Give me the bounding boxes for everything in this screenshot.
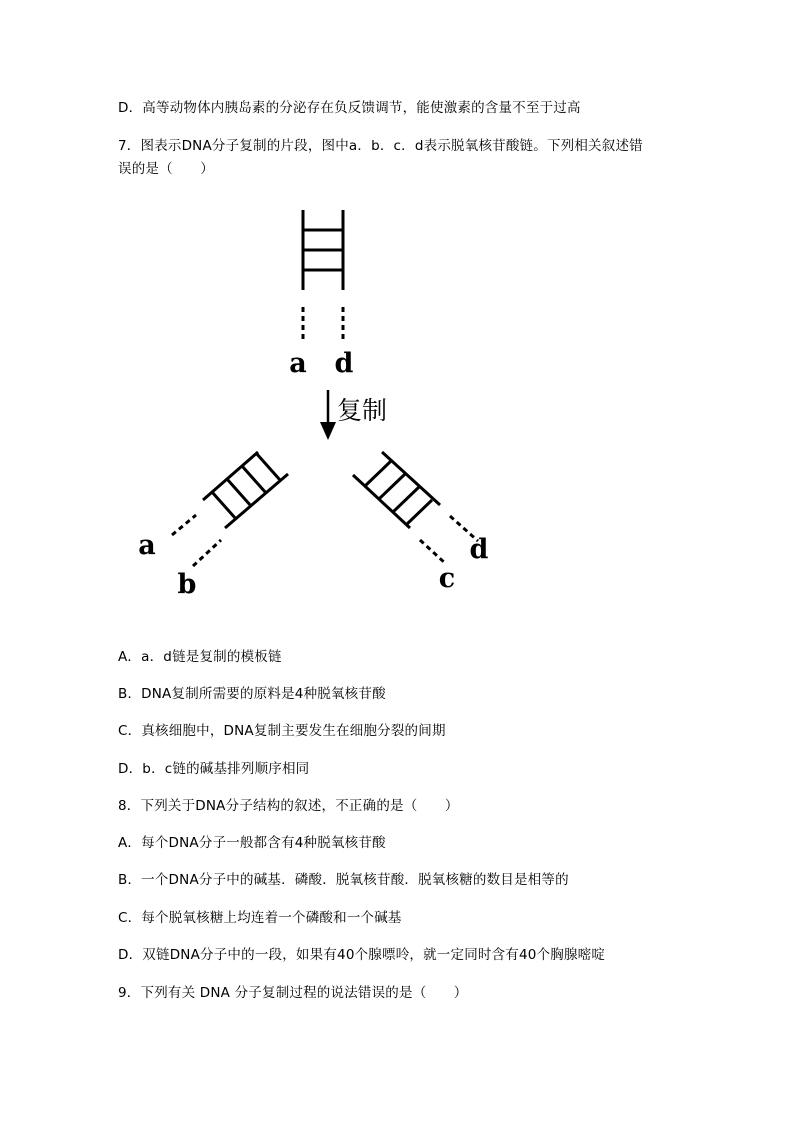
text-line-q8-option-b: B．一个DNA分子中的碱基．磷酸．脱氧核苷酸．脱氧核糖的数目是相等的 — [118, 872, 569, 888]
rung — [406, 500, 432, 525]
text-line-option-d-prev: D．高等动物体内胰岛素的分泌存在负反馈调节，能使激素的含量不至于过高 — [118, 100, 581, 116]
rung — [365, 461, 391, 486]
arrow-head-icon — [320, 422, 336, 440]
text-line-q7-option-d: D．b．c链的碱基排列顺序相同 — [118, 761, 310, 777]
text-line-q8-stem: 8．下列关于DNA分子结构的叙述，不正确的是（ ） — [118, 798, 459, 814]
strand-c-dashed — [420, 540, 446, 564]
replication-arrow — [320, 390, 336, 440]
rung — [242, 466, 266, 493]
rung — [379, 474, 405, 499]
strand-a-dashed — [172, 515, 196, 535]
rung — [256, 453, 280, 480]
rung — [212, 492, 236, 519]
label-strand-c: c — [438, 563, 456, 594]
text-line-q7-option-c: C．真核细胞中，DNA复制主要发生在细胞分裂的间期 — [118, 723, 446, 739]
text-line-q7-option-a: A．a．d链是复制的模板链 — [118, 649, 282, 665]
rung — [227, 479, 251, 506]
label-strand-d-top: d — [334, 348, 354, 379]
text-line-q7-stem: 7．图表示DNA分子复制的片段，图中a．b．c．d表示脱氧核苷酸链。下列相关叙述错 — [118, 138, 643, 154]
parent-ladder — [303, 210, 343, 340]
strand-d-solid — [382, 452, 440, 505]
label-strand-a-top: a — [289, 348, 307, 379]
label-strand-a-left: a — [138, 530, 156, 561]
text-line-q8-option-d: D．双链DNA分子中的一段，如果有40个腺嘌呤，就一定同时含有40个胸腺嘧啶 — [118, 947, 606, 963]
text-line-q7-option-b: B．DNA复制所需要的原料是4种脱氧核苷酸 — [118, 686, 386, 702]
label-strand-d-right: d — [469, 534, 489, 565]
text-line-q9-stem: 9．下列有关 DNA 分子复制过程的说法错误的是（ ） — [118, 985, 468, 1001]
strand-c-solid — [353, 475, 410, 528]
arrow-label: 复制 — [337, 396, 388, 425]
rung — [393, 487, 419, 512]
left-daughter-ladder — [172, 452, 288, 566]
strand-b-dashed — [193, 540, 221, 566]
label-strand-b: b — [177, 569, 197, 600]
right-daughter-ladder — [353, 452, 478, 564]
text-line-q8-option-a: A．每个DNA分子一般都含有4种脱氧核苷酸 — [118, 835, 386, 851]
text-line-q8-option-c: C．每个脱氧核糖上均连着一个磷酸和一个碱基 — [118, 910, 402, 926]
text-line-q7-stem-cont: 误的是（ ） — [118, 161, 214, 177]
